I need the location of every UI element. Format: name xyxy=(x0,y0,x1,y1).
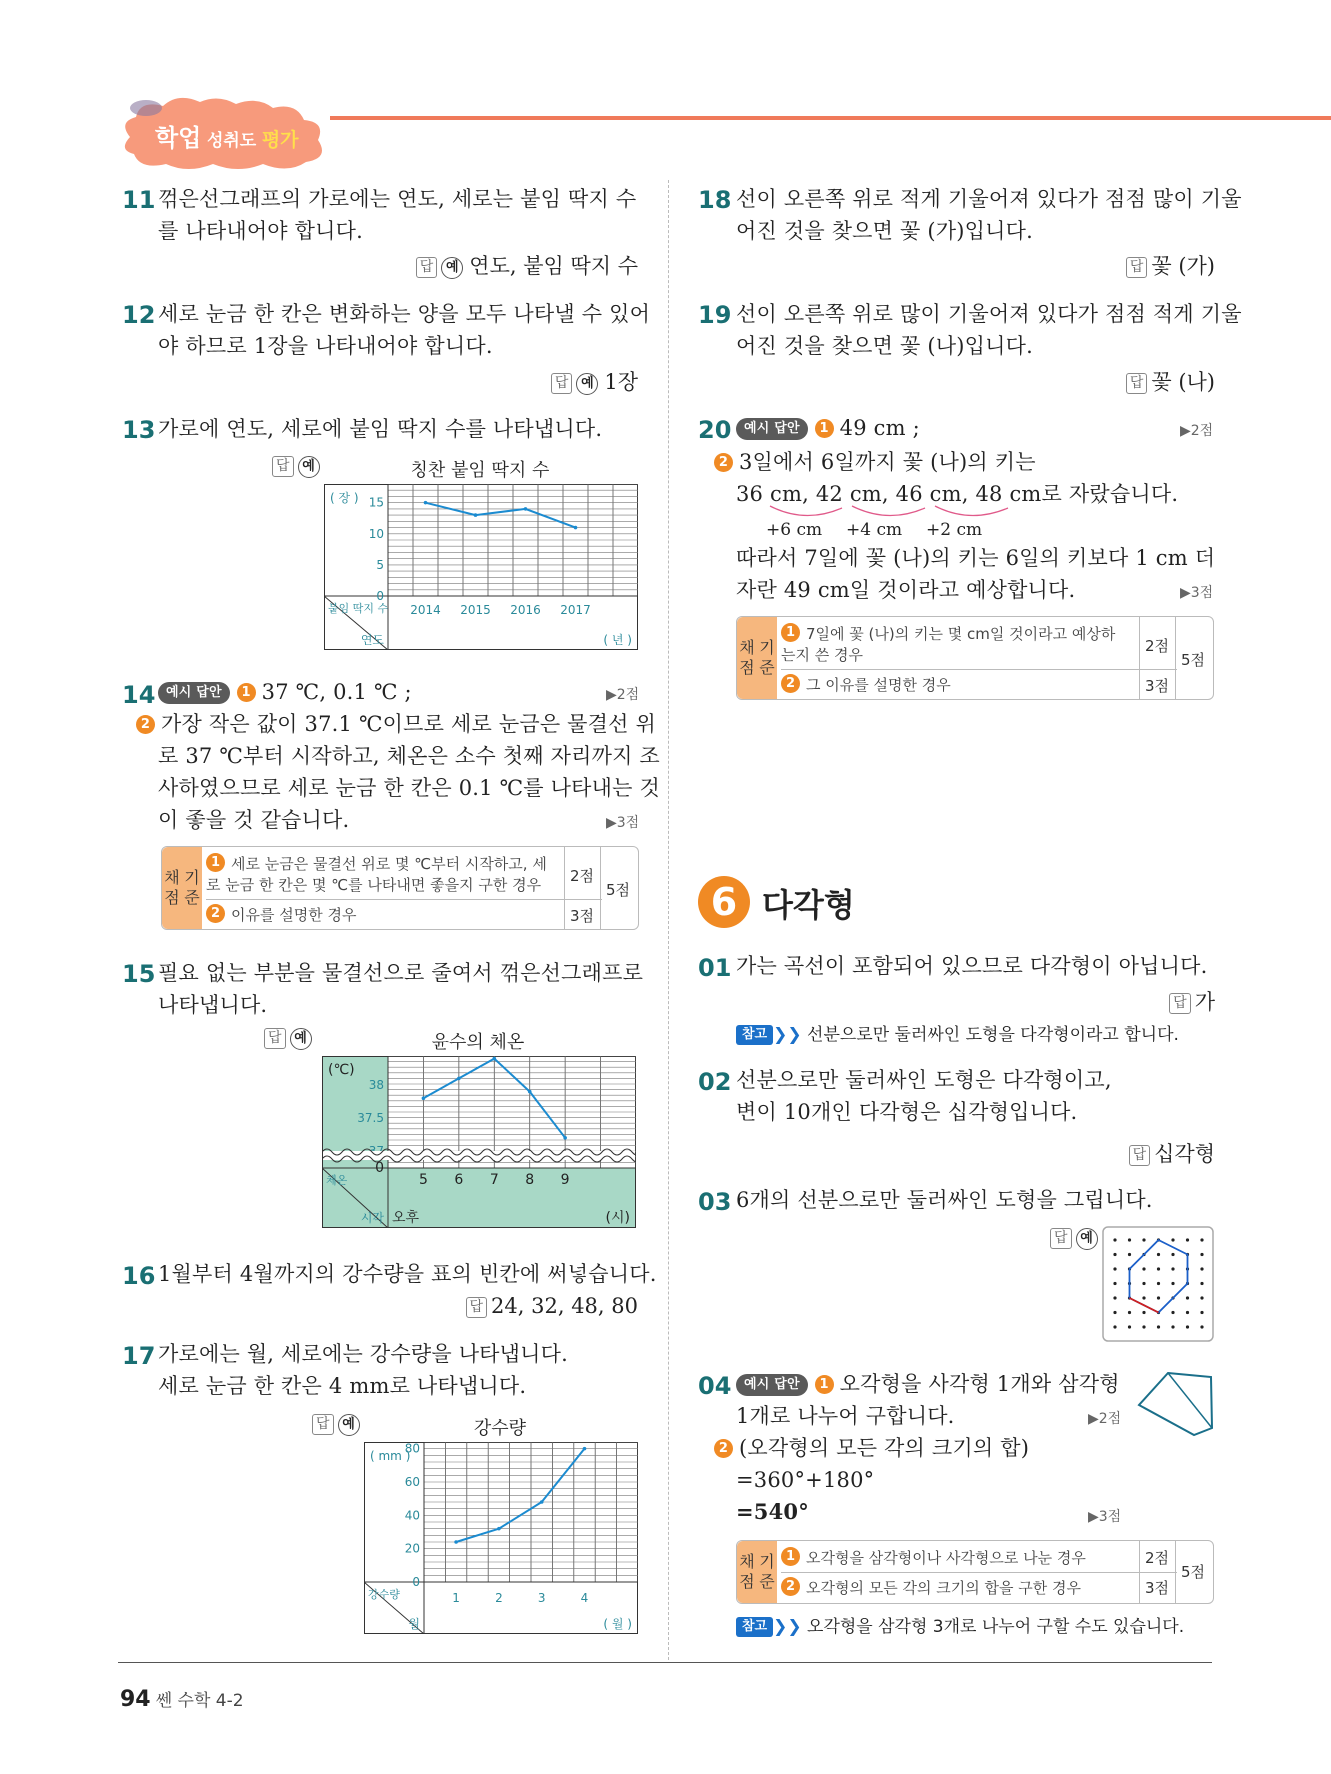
q18-line2: 어진 것을 찾으면 꽃 (가)입니다. xyxy=(736,219,1033,243)
u02-line1: 선분으로만 둘러싸인 도형은 다각형이고, xyxy=(736,1068,1112,1092)
q13-line1: 가로에 연도, 세로에 붙임 딱지 수를 나타냅니다. xyxy=(158,417,603,441)
data-point xyxy=(422,1096,426,1100)
x-tick-label: 2014 xyxy=(410,603,441,617)
grid-dot xyxy=(1142,1296,1145,1299)
grid-dot xyxy=(1171,1311,1174,1314)
grid-dot xyxy=(1186,1238,1189,1241)
corner-top-label: 붙임 딱지 수 xyxy=(328,602,389,615)
x-unit-label: ( 년 ) xyxy=(603,633,632,647)
corner-top-label: 강수량 xyxy=(368,1588,400,1601)
grid-dot xyxy=(1142,1282,1145,1285)
data-point xyxy=(454,1540,458,1544)
grid-dot xyxy=(1186,1311,1189,1314)
u04-note: 참고 ❯❯ 오각형을 삼각형 3개로 나누어 구할 수도 있습니다. xyxy=(736,1612,1184,1637)
data-point xyxy=(583,1447,587,1451)
data-point xyxy=(524,507,528,511)
y-tick-label: 0 xyxy=(376,589,384,603)
unit-number-badge: 6 xyxy=(698,876,750,928)
header-title-3: 평가 xyxy=(261,129,299,151)
scoring-label: 채점 기준 xyxy=(737,1541,777,1603)
corner-top-label: 체온 xyxy=(326,1174,348,1187)
q20-diff-3: +2 cm xyxy=(926,520,983,540)
grid-dot xyxy=(1113,1311,1116,1314)
x-tick-label: 2016 xyxy=(510,603,541,617)
grid-dot xyxy=(1113,1267,1116,1270)
grid-dot xyxy=(1200,1311,1203,1314)
u02-number: 02 xyxy=(698,1068,732,1096)
q12-number: 12 xyxy=(122,301,156,329)
q20-step1: 예시 답안 1 49 cm ; xyxy=(736,412,920,444)
grid-dot xyxy=(1171,1282,1174,1285)
data-point xyxy=(497,1527,501,1531)
u04-pts1: ▶2점 xyxy=(1088,1411,1122,1427)
chart2-temperature xyxy=(322,1056,636,1228)
y-tick-label: 0 xyxy=(375,1160,384,1176)
q14-line3: 사하였으므로 세로 눈금 한 칸은 0.1 ℃를 나타내는 것 xyxy=(158,776,660,800)
scoring-label: 채점 기준 xyxy=(737,617,777,699)
q15-number: 15 xyxy=(122,960,156,988)
grid-dot xyxy=(1113,1325,1116,1328)
y-tick-label: 0 xyxy=(412,1575,420,1589)
y-tick-label: 10 xyxy=(368,526,384,541)
q16-number: 16 xyxy=(122,1262,156,1290)
grid-dot xyxy=(1171,1267,1174,1270)
q17-answer-label: 답 예 xyxy=(312,1414,366,1436)
grid-dot xyxy=(1128,1253,1131,1256)
u02-answer: 답 십각형 xyxy=(1129,1138,1215,1168)
y-unit-label: (℃) xyxy=(328,1062,355,1078)
grid-dot xyxy=(1128,1325,1131,1328)
hexagon-dot-grid xyxy=(1102,1226,1214,1342)
q11-answer: 답 예 연도, 붙임 딱지 수 xyxy=(416,250,638,280)
page-number: 94 xyxy=(120,1687,151,1712)
q16-answer: 답 24, 32, 48, 80 xyxy=(466,1294,638,1318)
u04-step1: 예시 답안 1 오각형을 사각형 1개와 삼각형 xyxy=(736,1368,1120,1400)
grid-dot xyxy=(1157,1267,1160,1270)
x-unit-label: ( 월 ) xyxy=(603,1617,632,1631)
grid-dot xyxy=(1186,1325,1189,1328)
q12-line2: 야 하므로 1장을 나타내어야 합니다. xyxy=(158,334,493,358)
x-tick-label: 8 xyxy=(525,1172,535,1188)
chart1-stickers xyxy=(324,484,638,650)
grid-dot xyxy=(1142,1325,1145,1328)
grid-dot xyxy=(1171,1325,1174,1328)
header-title-2: 성취도 xyxy=(206,131,257,151)
q14-scoring-box: 채점 기준 1 세로 눈금은 물결선 위로 몇 ℃부터 시작하고, 세 로 눈금 한 칸은 몇 ℃를 나타내면 좋을지 구한 경우 2점 2 이유를 설명한 경우 3점 5점 xyxy=(161,846,639,930)
x-prefix-label: 오후 xyxy=(392,1210,420,1226)
x-tick-label: 9 xyxy=(560,1172,570,1188)
y-tick-label: 40 xyxy=(404,1508,420,1523)
u02-line2: 변이 10개인 다각형은 십각형입니다. xyxy=(736,1100,1078,1124)
q14-line2: 로 37 ℃부터 시작하고, 체온은 소수 첫째 자리까지 조 xyxy=(158,744,660,768)
u04-pts2: ▶3점 xyxy=(1088,1509,1122,1525)
x-tick-label: 2017 xyxy=(560,603,591,617)
grid-dot xyxy=(1171,1253,1174,1256)
q15-answer-label: 답 예 xyxy=(264,1028,318,1050)
grid-dot xyxy=(1200,1267,1203,1270)
grid-dot xyxy=(1200,1296,1203,1299)
y-tick-label: 20 xyxy=(404,1541,420,1556)
book-name: 쎈 수학 4-2 xyxy=(155,1691,244,1711)
q18-line1: 선이 오른쪽 위로 적게 기울어져 있다가 점점 많이 기울 xyxy=(736,187,1242,211)
u03-line1: 6개의 선분으로만 둘러싸인 도형을 그립니다. xyxy=(736,1188,1153,1212)
q20-pts1: ▶2점 xyxy=(1180,423,1214,439)
q15-line1: 필요 없는 부분을 물결선으로 줄여서 꺾은선그래프로 xyxy=(158,961,644,985)
corner-bottom-label: 시각 xyxy=(360,1211,384,1225)
q18-answer: 답 꽃 (가) xyxy=(1126,250,1215,280)
u03-number: 03 xyxy=(698,1188,732,1216)
x-tick-label: 7 xyxy=(489,1172,499,1188)
x-tick-label: 6 xyxy=(454,1172,464,1188)
q20-line3: 따라서 7일에 꽃 (나)의 키는 6일의 키보다 1 cm 더 xyxy=(736,546,1216,570)
scoring-label: 채점 기준 xyxy=(162,847,202,929)
u01-number: 01 xyxy=(698,954,732,982)
q20-line2: 36 cm, 42 cm, 46 cm, 48 cm로 자랐습니다. xyxy=(736,482,1179,506)
q20-diff-2: +4 cm xyxy=(846,520,903,540)
data-point xyxy=(528,1090,532,1094)
q11-line1: 꺾은선그래프의 가로에는 연도, 세로는 붙임 딱지 수 xyxy=(158,187,637,211)
grid-dot xyxy=(1171,1238,1174,1241)
q11-line2: 를 나타내어야 합니다. xyxy=(158,219,363,243)
u01-line1: 가는 곡선이 포함되어 있으므로 다각형이 아닙니다. xyxy=(736,954,1208,978)
grid-dot xyxy=(1186,1296,1189,1299)
grid-dot xyxy=(1142,1238,1145,1241)
wave-gap xyxy=(323,1151,635,1160)
data-point xyxy=(424,501,428,505)
data-point xyxy=(563,1136,567,1140)
grid-dot xyxy=(1113,1253,1116,1256)
chart3-rainfall xyxy=(364,1442,638,1634)
x-tick-label: 4 xyxy=(580,1591,589,1605)
q11-number: 11 xyxy=(122,186,156,214)
y-tick-label: 5 xyxy=(376,557,384,572)
u04-line3: =360°+180° xyxy=(736,1468,875,1492)
chart1-title: 칭찬 붙임 딱지 수 xyxy=(410,460,550,481)
y-tick-label: 37.5 xyxy=(357,1111,384,1125)
pentagon-figure xyxy=(1136,1370,1216,1438)
q19-line1: 선이 오른쪽 위로 많이 기울어져 있다가 점점 적게 기울 xyxy=(736,302,1242,326)
x-tick-label: 3 xyxy=(537,1591,546,1605)
x-tick-label: 2015 xyxy=(460,603,491,617)
grid-dot xyxy=(1113,1296,1116,1299)
x-tick-label: 1 xyxy=(452,1591,460,1605)
x-unit-label: (시) xyxy=(605,1210,630,1226)
q14-line4: 이 좋을 것 같습니다. xyxy=(158,808,350,832)
y-tick-label: 60 xyxy=(404,1475,420,1489)
footer-line xyxy=(118,1662,1212,1663)
grid-dot xyxy=(1200,1325,1203,1328)
y-tick-label: 80 xyxy=(404,1442,420,1456)
u03-answer-label: 답 예 xyxy=(1050,1228,1104,1250)
grid-dot xyxy=(1200,1282,1203,1285)
u01-answer: 답 가 xyxy=(1169,986,1215,1016)
grid-dot xyxy=(1157,1282,1160,1285)
q18-number: 18 xyxy=(698,186,732,214)
q16-line1: 1월부터 4월까지의 강수량을 표의 빈칸에 써넣습니다. xyxy=(158,1262,657,1286)
q20-number: 20 xyxy=(698,416,732,444)
chart2-title: 윤수의 체온 xyxy=(431,1032,525,1053)
header-bar xyxy=(330,116,1331,120)
corner-bottom-label: 월 xyxy=(408,1617,420,1631)
q14-number: 14 xyxy=(122,681,156,709)
y-unit-label: ( mm ) xyxy=(370,1449,411,1463)
y-tick-label: 38 xyxy=(368,1078,384,1092)
data-point xyxy=(474,513,478,517)
q17-line1: 가로에는 월, 세로에는 강수량을 나타냅니다. xyxy=(158,1342,568,1366)
header-title-1: 학업 xyxy=(155,124,202,152)
q12-line1: 세로 눈금 한 칸은 변화하는 양을 모두 나타낼 수 있어 xyxy=(158,302,651,326)
u04-line1b: 1개로 나누어 구합니다. xyxy=(736,1404,955,1428)
q14-line1: 2 가장 작은 값이 37.1 ℃이므로 세로 눈금은 물결선 위 xyxy=(136,708,656,740)
q12-answer: 답 예 1장 xyxy=(551,366,638,396)
q13-answer-label: 답 예 xyxy=(272,456,326,478)
u04-line2: 2 (오각형의 모든 각의 크기의 합) xyxy=(714,1432,1029,1464)
grid-dot xyxy=(1142,1311,1145,1314)
grid-dot xyxy=(1200,1253,1203,1256)
q19-answer: 답 꽃 (나) xyxy=(1126,366,1215,396)
q19-line2: 어진 것을 찾으면 꽃 (나)입니다. xyxy=(736,334,1033,358)
u04-scoring-box: 채점 기준 1 오각형을 삼각형이나 사각형으로 나눈 경우 2점 2 오각형의 모든 각의 크기의 합을 구한 경우 3점 5점 xyxy=(736,1540,1214,1604)
data-point xyxy=(492,1057,496,1061)
q20-line1: 2 3일에서 6일까지 꽃 (나)의 키는 xyxy=(714,446,1036,478)
grid-dot xyxy=(1128,1238,1131,1241)
q15-line2: 나타냅니다. xyxy=(158,993,268,1017)
data-point xyxy=(457,1077,461,1081)
q20-scoring-box: 채점 기준 1 7일에 꽃 (나)의 키는 몇 cm일 것이라고 예상하 는지 쓴 경우 2점 2 그 이유를 설명한 경우 3점 5점 xyxy=(736,616,1214,700)
grid-dot xyxy=(1157,1325,1160,1328)
footer xyxy=(120,1686,244,1712)
q13-number: 13 xyxy=(122,416,156,444)
q14-step1: 예시 답안 1 37 ℃, 0.1 ℃ ; xyxy=(158,676,412,708)
q17-line2: 세로 눈금 한 칸은 4 mm로 나타냅니다. xyxy=(158,1374,527,1398)
u01-note: 참고 ❯❯ 선분으로만 둘러싸인 도형을 다각형이라고 합니다. xyxy=(736,1020,1179,1045)
u04-number: 04 xyxy=(698,1372,732,1400)
q17-number: 17 xyxy=(122,1342,156,1370)
grid-dot xyxy=(1142,1267,1145,1270)
q20-line4: 자란 49 cm일 것이라고 예상합니다. xyxy=(736,578,1076,602)
x-tick-label: 5 xyxy=(418,1172,428,1188)
x-tick-label: 2 xyxy=(495,1591,503,1605)
q20-pts2: ▶3점 xyxy=(1180,585,1214,601)
q14-pts2: ▶3점 xyxy=(606,815,640,831)
grid-dot xyxy=(1113,1238,1116,1241)
column-divider xyxy=(668,180,669,1660)
q14-pts1: ▶2점 xyxy=(606,687,640,703)
chart3-title: 강수량 xyxy=(473,1418,527,1439)
grid-dot xyxy=(1113,1282,1116,1285)
q19-number: 19 xyxy=(698,301,732,329)
grid-dot xyxy=(1157,1253,1160,1256)
q20-diff-1: +6 cm xyxy=(766,520,823,540)
grid-dot xyxy=(1157,1296,1160,1299)
data-point xyxy=(540,1500,544,1504)
grid-dot xyxy=(1200,1238,1203,1241)
corner-bottom-label: 연도 xyxy=(360,633,384,647)
data-point xyxy=(574,526,578,530)
unit-title: 다각형 xyxy=(762,886,855,924)
grid-dot xyxy=(1128,1311,1131,1314)
y-tick-label: 15 xyxy=(368,495,384,510)
y-unit-label: ( 장 ) xyxy=(330,491,359,505)
u04-line4: =540° xyxy=(736,1499,809,1524)
